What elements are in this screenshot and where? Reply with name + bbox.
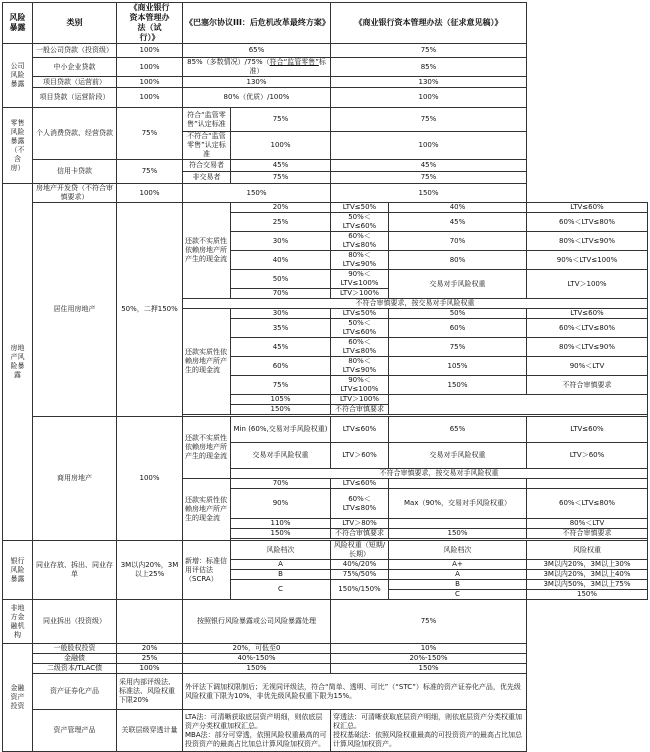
re-res-nd-5-w2: 70% (231, 289, 331, 299)
bank-r0-c1: A (231, 560, 331, 570)
fin-r3-label: 二级资本/TLAC债 (33, 664, 117, 674)
re-res-d-4-ltv2: 90%＜LTV≤100% (331, 376, 389, 395)
bank-r0-c4: 3M以内20%，3M以上30% (527, 560, 648, 570)
corp-r2-label: 中小企业贷款 (33, 58, 117, 77)
local-v1 (117, 600, 183, 644)
re-title: 房地 产风 险暴 露 (3, 184, 33, 541)
re-res-nd-5-ltv2: LTV＞100% (331, 289, 389, 299)
fin-r3-v2: 150% (183, 664, 331, 674)
re-res-nd-0-w3: 40% (389, 203, 527, 213)
re-res-d-5-ltv2: LTV＞100% (331, 395, 389, 405)
retail-nontransactor-v3: 75% (331, 172, 527, 184)
corp-r2-v2 (183, 58, 331, 77)
re-res-not-prudent: 不符合审慎要求，按交易对手风险权重 (183, 299, 648, 309)
re-res-nd-2-ltv2: 60%＜LTV≤80% (331, 232, 389, 251)
re-com-d-2-ltv2: LTV＞80% (331, 519, 389, 529)
bank-r1-c2: 75%/50% (331, 570, 389, 580)
header-type: 类别 (33, 3, 117, 44)
re-dev-v3: 150% (331, 184, 527, 203)
fin-r3-v1: 100% (117, 664, 183, 674)
fin-r2-v2: 40%-150% (183, 654, 331, 664)
fin-r1-v1: 20% (117, 644, 183, 654)
re-res-d-1-w3: 60% (389, 319, 527, 338)
bank-r2-c4: 3M以内50%，3M以上75% (527, 580, 648, 590)
retail-transactor: 符合交易者 (183, 160, 231, 172)
fin-r2-v3: 20%-150% (331, 654, 527, 664)
bank-h2: 风险权重（短期/长期） (331, 541, 389, 560)
re-com-d-1-ltv3: 60%＜LTV≤80% (527, 489, 648, 519)
re-res-nd-3-ltv3: 90%＜LTV≤100% (527, 251, 648, 270)
bank-r3-c3: C (389, 590, 527, 600)
bank-r3-c4: 150% (527, 590, 648, 600)
re-res-d-6-w2: 150% (231, 405, 331, 415)
retail-nontransactor-v2: 75% (231, 172, 331, 184)
re-res-nd-3-w2: 40% (231, 251, 331, 270)
re-res-nd-2-ltv3: 80%＜LTV≤90% (527, 232, 648, 251)
re-res-d-5-w2: 105% (231, 395, 331, 405)
corp-r1-label: 一般公司贷款（投资级） (33, 44, 117, 58)
retail-notmeets: 不符合“监管零售”认定标准 (183, 132, 231, 160)
re-res-d-3-w2: 60% (231, 357, 331, 376)
re-res-nd-4-ltv2: 90%＜LTV≤100% (331, 270, 389, 289)
re-com-nd-ltv: LTV≤60% (331, 417, 389, 443)
retail-card-v1: 75% (117, 160, 183, 184)
retail-meets-v2: 75% (231, 108, 331, 132)
re-com-nd1-text: Min (60%,交易对手风险权重) (233, 425, 328, 433)
header-category: 风险 暴露 (3, 3, 33, 44)
fin-r1-v2: 20%，可低至0 (183, 644, 331, 654)
re-com-d-1-w2: 90% (231, 489, 331, 519)
fin-title: 金融 资产 投资 (3, 644, 33, 752)
fin-r4-v1: 采用内部评级法、标准法、风险权重下限20% (117, 674, 183, 710)
local-title: 非地 方金 融机 构 (3, 600, 33, 644)
re-res-v1: 50%，二押150% (117, 203, 183, 417)
re-res-nd-3-ltv2: 80%＜LTV≤90% (331, 251, 389, 270)
re-res-d-3-ltv3: 90%＜LTV (527, 357, 648, 376)
bank-r2-c3: B (389, 580, 527, 590)
re-com-nd1 (231, 417, 331, 443)
corp-r3-v1: 100% (117, 77, 183, 88)
re-com-nd2: 交易对手风险权重 (231, 443, 331, 469)
re-com-d-2-w2: 110% (231, 519, 331, 529)
local-v2: 按照银行风险暴露或公司风险暴露处理 (183, 600, 331, 644)
re-res-d-4-w3: 150% (389, 376, 527, 395)
header-col2: 《巴塞尔协议III：后危机改革最终方案》 (183, 3, 331, 44)
corp-r3-v3: 130% (331, 77, 527, 88)
corp-r2-v1: 100% (117, 58, 183, 77)
corp-r2-v2u: 符合“监管零售” (269, 58, 319, 66)
re-res-d-label: 还款实质性依赖房地产所产生的现金流 (183, 309, 231, 415)
corp-r1-v3: 75% (331, 44, 527, 58)
re-res-d-2-w2: 45% (231, 338, 331, 357)
re-res-d-2-ltv2: 60%＜LTV≤80% (331, 338, 389, 357)
header-col1: 《商业银行 资本管理办 法（试 行）》 (117, 3, 183, 44)
fin-r2-label: 金融债 (33, 654, 117, 664)
corp-r1-v2: 65% (183, 44, 331, 58)
bank-r0-c3: A+ (389, 560, 527, 570)
fin-r3-v3: 150% (331, 664, 527, 674)
regulation-comparison-table (2, 2, 648, 752)
bank-v1: 3M以内20%，3M以上25% (117, 541, 183, 600)
re-res-d-2-ltv3: 80%＜LTV≤90% (527, 338, 648, 357)
re-res-nd-1-w3: 45% (389, 213, 527, 232)
re-res-d-0-w3: 50% (389, 309, 527, 319)
fin-r5-label: 资产管理产品 (33, 710, 117, 752)
corp-r4-v3: 100% (331, 88, 527, 108)
re-dev-v2: 150% (183, 184, 331, 203)
re-res-nd-0-ltv3: LTV≤60% (527, 203, 648, 213)
bank-h4: 风险权重 (527, 541, 648, 560)
re-com-d-3-ltv3: 不符合审慎要求 (527, 529, 648, 539)
re-com-d-0-ltv3 (527, 479, 648, 489)
corp-r4-label: 项目贷款（运营阶段） (33, 88, 117, 108)
fin-r1-v3: 10% (331, 644, 527, 654)
corp-r3-label: 项目贷款（运营前） (33, 77, 117, 88)
re-res-d-0-ltv2: LTV≤50% (331, 309, 389, 319)
re-dev-v1: 100% (117, 184, 183, 203)
re-com-d-1-ltv2: 60%＜LTV≤80% (331, 489, 389, 519)
retail-transactor-v2: 45% (231, 160, 331, 172)
corp-title: 公司 风险 暴露 (3, 44, 33, 108)
retail-transactor-v3: 45% (331, 160, 527, 172)
retail-meets-v3: 75% (331, 108, 527, 132)
local-label: 同业拆出（投资级） (33, 600, 117, 644)
retail-notmeets-v3: 100% (331, 132, 527, 160)
re-res-nd-3-w3: 80% (389, 251, 527, 270)
re-com-d-3-w2: 150% (231, 529, 331, 539)
retail-nontransactor: 非交易者 (183, 172, 231, 184)
fin-r5-v3: 穿透法：可清晰获取底层资产明细，则依底层资产分类权重加权汇总。 授权基础法：依照风险权重最高的可投资资产的最高占比加总计算风险加权资产。 (331, 710, 527, 752)
re-res-d-blank (389, 395, 648, 415)
bank-label: 同业存放、拆出、同业存单 (33, 541, 117, 600)
re-com-d-2-ltv3: 80%＜LTV (527, 519, 648, 529)
retail-card: 信用卡贷款 (33, 160, 117, 184)
re-res-d-2-w3: 75% (389, 338, 527, 357)
re-res-nd-1-ltv3: 60%＜LTV≤80% (527, 213, 648, 232)
bank-r1-c4: 3M以内20%，3M以上40% (527, 570, 648, 580)
fin-r4-label: 资产证券化产品 (33, 674, 117, 710)
bank-title: 银行 风险 暴露 (3, 541, 33, 600)
bank-r1-c3: A (389, 570, 527, 580)
re-res-nd-1-w2: 25% (231, 213, 331, 232)
corp-r2-v3: 85% (331, 58, 527, 77)
re-res-nd-0-w2: 20% (231, 203, 331, 213)
re-com-d-label: 还款实质性依赖房地产所产生的现金流 (183, 479, 231, 541)
re-com-nd-label: 还款不实质性依赖房地产所产生的现金流 (183, 417, 231, 479)
re-res-nd-2-w2: 30% (231, 232, 331, 251)
re-com-v1: 100% (117, 417, 183, 541)
re-res-d-3-ltv2: 80%＜LTV≤90% (331, 357, 389, 376)
re-res-nd-0-ltv2: LTV≤50% (331, 203, 389, 213)
re-com-d-0-w2: 70% (231, 479, 331, 489)
bank-r2-c2: 150%/150% (331, 580, 389, 600)
re-res-nd-label: 还款不实质性依赖房地产所产生的现金流 (183, 203, 231, 299)
corp-r2-v2b: 标准） (249, 58, 326, 75)
re-res-label: 居住用房地产 (33, 203, 117, 417)
re-res-d-0-ltv3: LTV≤60% (527, 309, 648, 319)
re-res-nd-4-w2: 50% (231, 270, 331, 289)
fin-r2-v1: 25% (117, 654, 183, 664)
fin-r5-v2: LTA法：可清晰获取底层资产明细，则依底层资产分类权重加权汇总。 MBA法：部分可穿透，依照风险权重最高的可投资资产的最高占比加总计算风险加权资产。 (183, 710, 331, 752)
re-dev-label: 房地产开发贷（不符合审慎要求） (33, 184, 117, 203)
re-res-d-6-ltv2: 不符合审慎要求 (331, 405, 389, 415)
re-res-d-1-ltv3: 60%＜LTV≤80% (527, 319, 648, 338)
retail-title: 零售 风险 暴露 （不 含 房） (3, 108, 33, 184)
re-com-d-0-ltv2: LTV≤60% (331, 479, 389, 489)
bank-r0-c2: 40%/20% (331, 560, 389, 570)
re-com-nd-ltv3: LTV≤60% (527, 417, 648, 443)
re-com-d-3-ltv2: 不符合审慎要求 (331, 529, 389, 539)
bank-h1: 风险档次 (231, 541, 331, 560)
retail-notmeets-v2: 100% (231, 132, 331, 160)
re-com-nd-gt: LTV＞60% (331, 443, 389, 469)
bank-r1-c1: B (231, 570, 331, 580)
re-com-d-2-w3 (389, 519, 527, 529)
re-com-d-3-w3: 150% (389, 529, 527, 539)
bank-method: 新增：标准信用评估法（SCRA） (183, 541, 231, 600)
retail-meets: 符合“监管零售”认定标准 (183, 108, 231, 132)
retail-personal-v1: 75% (117, 108, 183, 160)
local-v3: 75% (331, 600, 527, 644)
re-res-d-1-ltv2: 50%＜LTV≤60% (331, 319, 389, 338)
fin-r4-v2: 外评法下调加权限制后；无视同评级法，符合“简单、透明、可比”（“STC”）标准的资产证券化产品，优先级风险权重下限为10%，非优先级风险权重下限为15%。 (183, 674, 527, 710)
corp-r1-v1: 100% (117, 44, 183, 58)
corp-r2-v2a: 85%（多数情况）/75%（ (187, 58, 270, 66)
re-com-nd-v3: 65% (389, 417, 527, 443)
re-res-nd-cp: 交易对手风险权重 (389, 270, 527, 299)
corp-r4-v1: 100% (117, 88, 183, 108)
re-com-nd-v3b: 交易对手风险权重 (389, 443, 527, 469)
fin-r5-v1: 关联层级穿透计量 (117, 710, 183, 752)
re-res-d-0-w2: 30% (231, 309, 331, 319)
corp-r3-v2: 130% (183, 77, 331, 88)
corp-r4-v2: 80%（优质）/100% (183, 88, 331, 108)
fin-r1-label: 一般股权投资 (33, 644, 117, 654)
re-com-d-0-w3 (389, 479, 527, 489)
re-res-nd-1-ltv2: 50%＜LTV≤60% (331, 213, 389, 232)
re-res-d-1-w2: 35% (231, 319, 331, 338)
re-res-d-4-w2: 75% (231, 376, 331, 395)
re-res-nd-2-w3: 70% (389, 232, 527, 251)
re-com-label: 商用房地产 (33, 417, 117, 541)
header-col3: 《商业银行资本管理办法（征求意见稿）》 (331, 3, 527, 44)
re-com-d-1-w3: Max（90%，交易对手风险权重） (389, 489, 527, 519)
re-res-nd-ltv3-last: LTV＞100% (527, 270, 648, 299)
re-com-nd-gt3: LTV＞60% (527, 443, 648, 469)
re-res-d-4-ltv3: 不符合审慎要求 (527, 376, 648, 395)
bank-h3: 风险档次 (389, 541, 527, 560)
bank-r2-c1: C (231, 580, 331, 600)
retail-personal: 个人消费贷款、经营贷款 (33, 108, 117, 160)
re-com-not-prudent: 不符合审慎要求，按交易对手风险权重 (231, 469, 648, 479)
re-res-d-3-w3: 105% (389, 357, 527, 376)
